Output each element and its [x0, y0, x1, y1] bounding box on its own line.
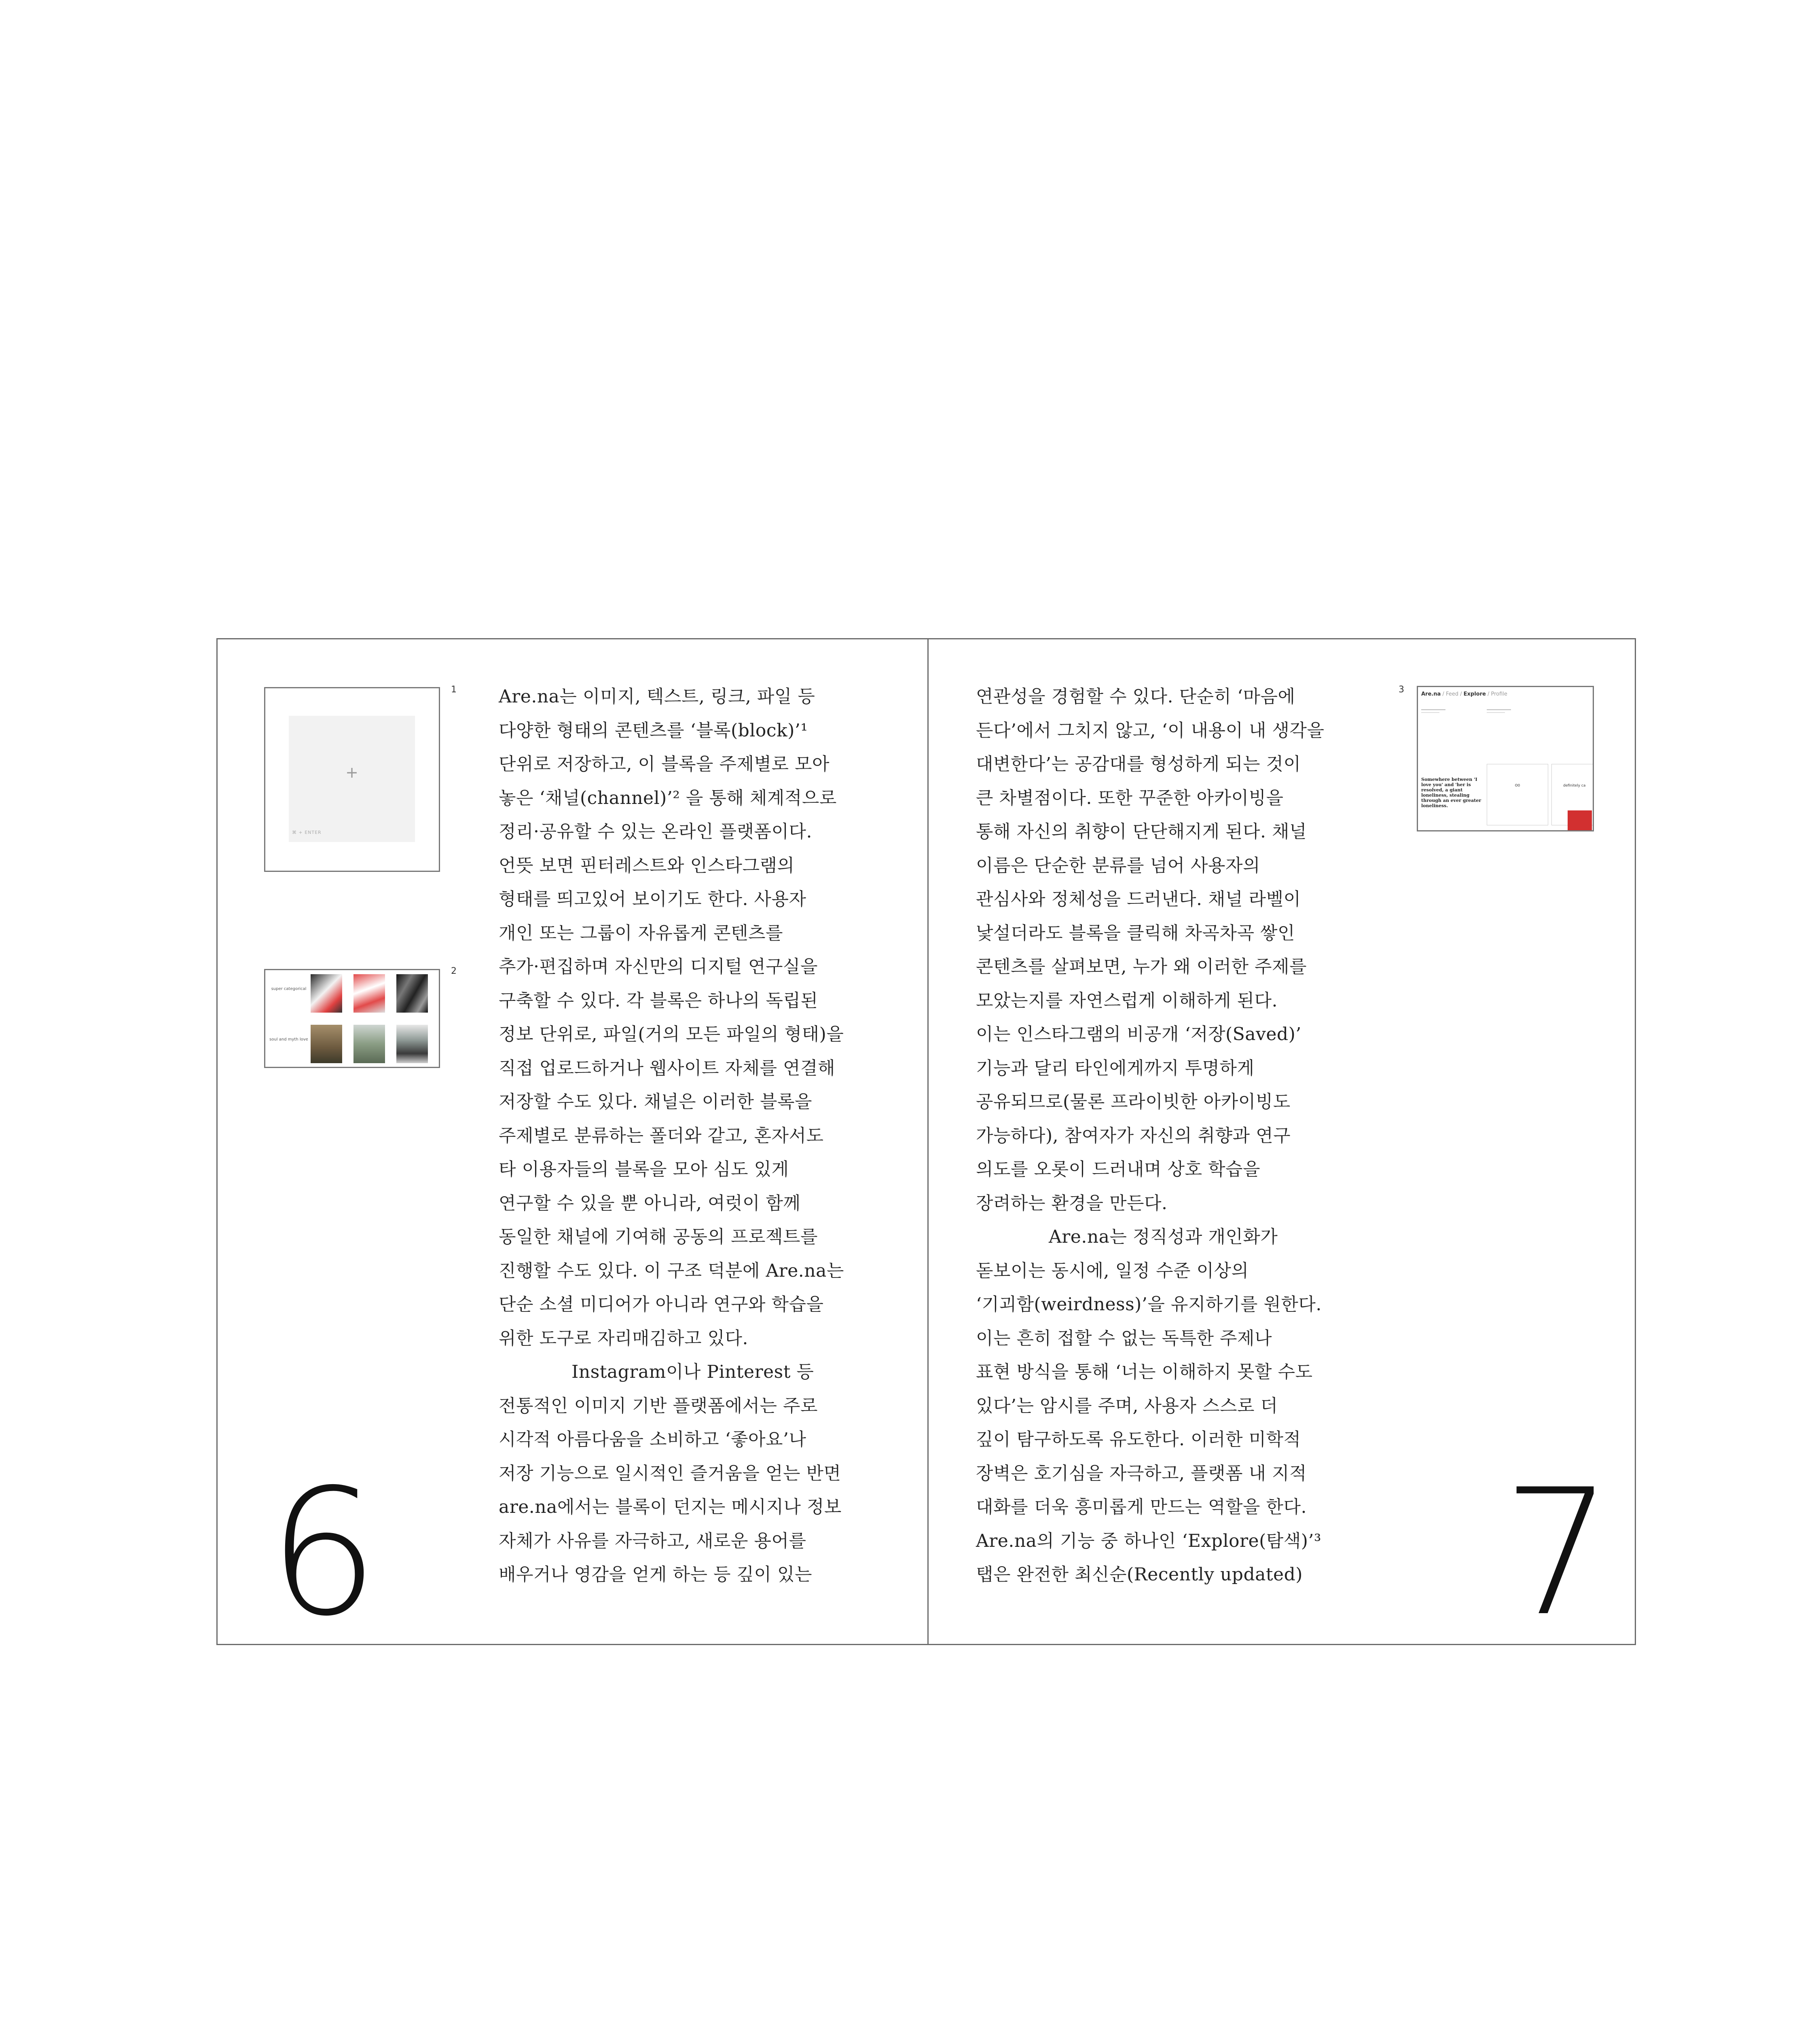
right-body-text — [976, 680, 1324, 1592]
text-line: 다양한 형태의 콘텐츠를 ‘블록(block)’¹ — [499, 720, 808, 741]
text-line: 이는 인스타그램의 비공개 ‘저장(Saved)’ — [976, 1024, 1302, 1045]
text-line: 탭은 완전한 최신순(Recently updated) — [976, 1564, 1303, 1585]
nav-profile: Profile — [1491, 691, 1507, 697]
text-line: 추가·편집하며 자신만의 디지털 연구실을 — [499, 956, 818, 977]
text-line: 가능하다), 참여자가 자신의 취향과 연구 — [976, 1125, 1291, 1146]
text-line: 장려하는 환경을 만든다. — [976, 1193, 1168, 1214]
channel-row-title-2: soul and myth love — [269, 1037, 308, 1042]
text-line: 든다’에서 그치지 않고, ‘이 내용이 내 생각을 — [976, 720, 1325, 741]
meta-line — [1487, 709, 1511, 710]
text-line: Instagram이나 Pinterest 등 — [571, 1362, 814, 1382]
text-line: 개인 또는 그룹이 자유롭게 콘텐츠를 — [499, 922, 783, 943]
text-line: 언뜻 보면 핀터레스트와 인스타그램의 — [499, 855, 795, 876]
text-line: 깊이 탐구하도록 유도한다. 이러한 미학적 — [976, 1429, 1301, 1450]
book-spread — [216, 638, 1636, 1654]
text-line: 표현 방식을 통해 ‘너는 이해하지 못할 수도 — [976, 1362, 1313, 1382]
text-line: 대변한다’는 공감대를 형성하게 되는 것이 — [976, 754, 1301, 774]
card-title: definitely ca — [1563, 784, 1586, 788]
explore-card — [1487, 764, 1548, 825]
thumbnail-image — [396, 1025, 428, 1063]
text-line: are.na에서는 블록이 던지는 메시지나 정보 — [499, 1497, 842, 1517]
figure-1-new-block-screenshot — [264, 687, 440, 872]
quote-block: Somewhere between 'I love you' and 'her is resolved, a giant loneliness, stealing through an ever greater loneliness. — [1421, 777, 1481, 808]
text-line: 대화를 더욱 흥미롭게 만드는 역할을 한다. — [976, 1497, 1307, 1517]
text-line: 진행할 수도 있다. 이 구조 덕분에 Are.na는 — [499, 1260, 844, 1281]
meta-line — [1487, 712, 1505, 713]
text-line: 연구할 수 있을 뿐 아니라, 여럿이 함께 — [499, 1193, 801, 1214]
text-line: 저장 기능으로 일시적인 즐거움을 얻는 반면 — [499, 1463, 841, 1484]
shortcut-label: ⌘ + ENTER — [292, 830, 322, 835]
card-title: ʘ0 — [1515, 784, 1520, 788]
page-number-right: 7 — [1502, 1452, 1613, 1654]
figure-2-channel-grid-screenshot — [264, 969, 440, 1068]
text-line: 타 이용자들의 블록을 모아 심도 있게 — [499, 1159, 789, 1180]
text-line: 의도를 오롯이 드러내며 상호 학습을 — [976, 1159, 1261, 1180]
text-line: 공유되므로(물론 프라이빗한 아카이빙도 — [976, 1091, 1291, 1112]
meta-line — [1421, 709, 1445, 710]
nav-brand: Are.na — [1421, 691, 1441, 697]
text-line: 전통적인 이미지 기반 플랫폼에서는 주로 — [499, 1395, 818, 1416]
spine-gutter — [927, 639, 929, 1644]
text-line: 놓은 ‘채널(channel)’² 을 통해 체계적으로 — [499, 787, 837, 808]
text-line: 동일한 채널에 기여해 공동의 프로젝트를 — [499, 1227, 818, 1247]
page-number-left: 6 — [268, 1452, 379, 1654]
text-line: 위한 도구로 자리매김하고 있다. — [499, 1328, 748, 1349]
thumbnail-image — [353, 974, 385, 1013]
text-line: 연관성을 경험할 수 있다. 단순히 ‘마음에 — [976, 686, 1295, 707]
text-line: 배우거나 영감을 얻게 하는 등 깊이 있는 — [499, 1564, 812, 1585]
text-line: 통해 자신의 취향이 단단해지게 된다. 채널 — [976, 821, 1307, 842]
thumbnail-image — [353, 1025, 385, 1063]
text-line: 정리·공유할 수 있는 온라인 플랫폼이다. — [499, 821, 812, 842]
text-line: 이름은 단순한 분류를 넘어 사용자의 — [976, 855, 1261, 876]
text-line: 형태를 띄고있어 보이기도 한다. 사용자 — [499, 889, 806, 909]
text-line: 콘텐츠를 살펴보면, 누가 왜 이러한 주제를 — [976, 956, 1307, 977]
arena-nav-bar: Are.na / Feed / Explore / Profile — [1421, 691, 1507, 697]
text-line: 직접 업로드하거나 웹사이트 자체를 연결해 — [499, 1058, 836, 1079]
thumbnail-image — [311, 1025, 342, 1063]
text-line: 구축할 수 있다. 각 블록은 하나의 독립된 — [499, 990, 818, 1011]
plus-icon: + — [345, 764, 358, 781]
text-line: 주제별로 분류하는 폴더와 같고, 혼자서도 — [499, 1125, 824, 1146]
text-line: 단순 소셜 미디어가 아니라 연구와 학습을 — [499, 1294, 824, 1315]
text-line: 정보 단위로, 파일(거의 모든 파일의 형태)을 — [499, 1024, 844, 1045]
red-image-thumbnail — [1568, 810, 1592, 831]
new-block-box — [289, 716, 415, 842]
text-line: 큰 차별점이다. 또한 꾸준한 아카이빙을 — [976, 787, 1284, 808]
meta-line — [1421, 712, 1439, 713]
text-line: 단위로 저장하고, 이 블록을 주제별로 모아 — [499, 754, 830, 774]
channel-row-title-1: super categorical — [271, 987, 307, 991]
text-line: ‘기괴함(weirdness)’을 유지하기를 원한다. — [976, 1294, 1322, 1315]
thumbnail-image — [396, 974, 428, 1013]
figure-number-2: 2 — [451, 966, 457, 976]
nav-explore: Explore — [1463, 691, 1486, 697]
text-line: 시각적 아름다움을 소비하고 ‘좋아요’나 — [499, 1429, 806, 1450]
figure-3-explore-screenshot — [1417, 686, 1594, 831]
text-line: 낯설더라도 블록을 클릭해 차곡차곡 쌓인 — [976, 922, 1295, 943]
text-line: Are.na는 정직성과 개인화가 — [1049, 1227, 1278, 1247]
text-line: 있다’는 암시를 주며, 사용자 스스로 더 — [976, 1395, 1278, 1416]
text-line: 자체가 사유를 자극하고, 새로운 용어를 — [499, 1530, 806, 1551]
text-line: 돋보이는 동시에, 일정 수준 이상의 — [976, 1260, 1249, 1281]
text-line: 장벽은 호기심을 자극하고, 플랫폼 내 지적 — [976, 1463, 1307, 1484]
text-line: Are.na는 이미지, 텍스트, 링크, 파일 등 — [499, 686, 815, 707]
text-line: 관심사와 정체성을 드러낸다. 채널 라벨이 — [976, 889, 1301, 909]
nav-feed: Feed — [1445, 691, 1458, 697]
text-line: 이는 흔히 접할 수 없는 독특한 주제나 — [976, 1328, 1272, 1349]
text-line: Are.na의 기능 중 하나인 ‘Explore(탐색)’³ — [976, 1530, 1322, 1551]
figure-number-3: 3 — [1399, 685, 1404, 695]
figure-number-1: 1 — [451, 685, 457, 695]
thumbnail-image — [311, 974, 342, 1013]
text-line: 기능과 달리 타인에게까지 투명하게 — [976, 1058, 1255, 1079]
left-body-text — [499, 680, 844, 1592]
text-line: 저장할 수도 있다. 채널은 이러한 블록을 — [499, 1091, 812, 1112]
text-line: 모았는지를 자연스럽게 이해하게 된다. — [976, 990, 1278, 1011]
